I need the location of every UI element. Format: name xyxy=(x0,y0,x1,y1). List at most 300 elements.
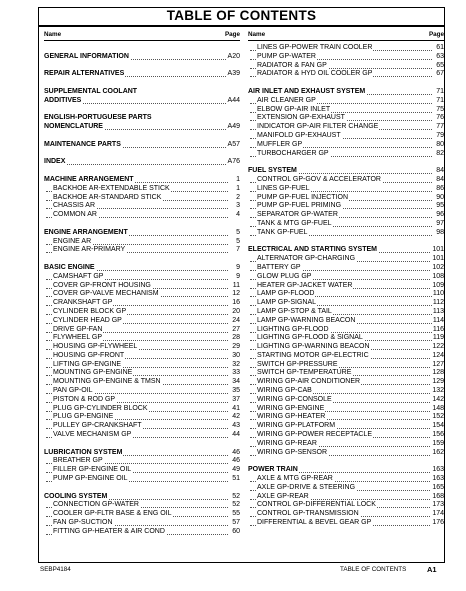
toc-entry[interactable] xyxy=(248,405,444,414)
toc-entry[interactable] xyxy=(44,422,240,431)
entry-title: ELBOW GP-AIR INLET xyxy=(257,105,331,113)
entry-page: 63 xyxy=(436,52,444,60)
toc-entry[interactable] xyxy=(248,194,444,203)
entry-page: 11 xyxy=(232,281,240,289)
entry-page: 4 xyxy=(236,211,240,219)
entry-page: 97 xyxy=(436,219,444,227)
toc-section-entry[interactable] xyxy=(44,123,240,132)
entry-title: FLYWHEEL GP xyxy=(53,334,103,342)
toc-section-entry[interactable] xyxy=(248,246,444,255)
toc-entry[interactable] xyxy=(44,299,240,308)
toc-entry[interactable] xyxy=(248,510,444,519)
entry-page: 7 xyxy=(236,246,240,254)
toc-entry[interactable] xyxy=(248,220,444,229)
spacer xyxy=(44,220,240,229)
entry-title: NOMENCLATURE xyxy=(44,123,103,131)
entry-title: FITTING GP-HEATER & AIR COND xyxy=(53,527,165,535)
toc-entry[interactable] xyxy=(248,352,444,361)
entry-page: 124 xyxy=(432,351,444,359)
toc-section-entry[interactable] xyxy=(44,141,240,150)
toc-entry[interactable] xyxy=(44,290,240,299)
entry-title: FUEL SYSTEM xyxy=(248,167,297,175)
entry-page: 112 xyxy=(432,299,444,307)
entry-title: ENGINE AR xyxy=(53,237,92,245)
title-bar xyxy=(39,8,444,24)
entry-page: 80 xyxy=(436,140,444,148)
entry-title: BREATHER GP xyxy=(53,457,103,465)
toc-entry[interactable] xyxy=(44,194,240,203)
entry-title: PISTON & ROD GP xyxy=(53,395,116,403)
entry-page: 173 xyxy=(432,501,444,509)
entry-page: 5 xyxy=(236,237,240,245)
entry-title: RADIATOR & HYD OIL COOLER GP xyxy=(257,70,373,78)
entry-title: MOUNTING GP-ENGINE xyxy=(53,369,133,377)
entry-title: GLOW PLUG GP xyxy=(257,272,312,280)
toc-entry[interactable] xyxy=(248,229,444,238)
entry-title: GENERAL INFORMATION xyxy=(44,52,129,60)
footer-label: TABLE OF CONTENTS xyxy=(340,566,407,573)
entry-page: 122 xyxy=(432,343,444,351)
toc-entry[interactable] xyxy=(248,106,444,115)
toc-entry[interactable] xyxy=(248,326,444,335)
toc-section-entry[interactable] xyxy=(44,114,240,123)
entry-title: SWITCH GP-TEMPERATURE xyxy=(257,369,352,377)
entry-title: INDICATOR GP-AIR FILTER CHANGE xyxy=(257,123,379,131)
toc-entry[interactable] xyxy=(44,308,240,317)
entry-page: 84 xyxy=(436,175,444,183)
toc-entry[interactable] xyxy=(248,369,444,378)
entry-page: 75 xyxy=(436,105,444,113)
toc-entry[interactable] xyxy=(248,53,444,62)
spacer xyxy=(248,158,444,167)
toc-entry[interactable] xyxy=(44,326,240,335)
entry-page: 116 xyxy=(432,325,444,333)
toc-entry[interactable] xyxy=(44,238,240,247)
entry-page: 165 xyxy=(432,483,444,491)
entry-page: 119 xyxy=(432,334,444,342)
entry-page: 152 xyxy=(432,413,444,421)
entry-page: 43 xyxy=(232,422,240,430)
entry-page: 79 xyxy=(436,131,444,139)
toc-entry[interactable] xyxy=(44,466,240,475)
entry-page: 46 xyxy=(232,448,240,456)
entry-title: PAN GP-OIL xyxy=(53,387,93,395)
toc-column-left xyxy=(44,31,240,537)
toc-entry[interactable] xyxy=(44,501,240,510)
toc-entry[interactable] xyxy=(248,387,444,396)
toc-entry[interactable] xyxy=(44,519,240,528)
entry-title: WIRING GP-CAB xyxy=(257,387,312,395)
entry-title: LUBRICATION SYSTEM xyxy=(44,448,123,456)
entry-title: SEPARATOR GP-WATER xyxy=(257,211,338,219)
toc-entry[interactable] xyxy=(44,475,240,484)
entry-page: A76 xyxy=(227,158,240,166)
entry-title: BACKHOE AR-EXTENDABLE STICK xyxy=(53,184,170,192)
toc-entry[interactable] xyxy=(44,510,240,519)
toc-entry[interactable] xyxy=(44,352,240,361)
entry-page: 76 xyxy=(436,114,444,122)
toc-entry[interactable] xyxy=(248,475,444,484)
entry-title: HEATER GP-JACKET WATER xyxy=(257,281,353,289)
entry-page: 30 xyxy=(232,351,240,359)
entry-title: BACKHOE AR-STANDARD STICK xyxy=(53,193,162,201)
entry-title: CONNECTION GP-WATER xyxy=(53,501,139,509)
entry-title: MAINTENANCE PARTS xyxy=(44,140,121,148)
toc-entry[interactable] xyxy=(248,123,444,132)
entry-title: CYLINDER BLOCK GP xyxy=(53,307,127,315)
toc-section-entry[interactable] xyxy=(248,88,444,97)
entry-page: 127 xyxy=(432,360,444,368)
entry-page: 86 xyxy=(436,184,444,192)
entry-title: ENGINE AR-PRIMARY xyxy=(53,246,126,254)
entry-title: AXLE & MTG GP-REAR xyxy=(257,475,333,483)
toc-section-entry[interactable] xyxy=(248,167,444,176)
entry-title: HOUSING GP-FLYWHEEL xyxy=(53,343,138,351)
entry-title: CONTROL GP-DIFFERENTIAL LOCK xyxy=(257,501,376,509)
toc-entry[interactable] xyxy=(44,246,240,255)
toc-entry[interactable] xyxy=(248,97,444,106)
entry-page: 1 xyxy=(236,184,240,192)
entry-title: EXTENSION GP-EXHAUST xyxy=(257,114,345,122)
toc-entry[interactable] xyxy=(44,273,240,282)
entry-page: 108 xyxy=(432,272,444,280)
toc-entry[interactable] xyxy=(44,334,240,343)
toc-entry[interactable] xyxy=(248,176,444,185)
toc-section-entry[interactable] xyxy=(44,264,240,273)
spacer xyxy=(248,457,444,466)
toc-entry[interactable] xyxy=(44,317,240,326)
entry-title: PUMP GP-FUEL PRIMING xyxy=(257,202,342,210)
toc-entry[interactable] xyxy=(248,422,444,431)
entry-title: STARTING MOTOR GP-ELECTRIC xyxy=(257,351,369,359)
entry-title: ADDITIVES xyxy=(44,96,82,104)
entry-title: WIRING GP-POWER RECEPTACLE xyxy=(257,431,372,439)
entry-title: COVER GP-VALVE MECHANISM xyxy=(53,290,159,298)
entry-page: 159 xyxy=(432,439,444,447)
toc-entry[interactable] xyxy=(248,132,444,141)
entry-page: 32 xyxy=(232,360,240,368)
entry-page: 156 xyxy=(432,431,444,439)
entry-title: DIFFERENTIAL & BEVEL GEAR GP xyxy=(257,519,372,527)
entry-page: 60 xyxy=(232,527,240,535)
entry-title: LAMP GP-WARNING BEACON xyxy=(257,316,356,324)
toc-section-entry[interactable] xyxy=(44,449,240,458)
entry-page: 20 xyxy=(232,307,240,315)
entry-page: 96 xyxy=(436,211,444,219)
entry-title: WIRING GP-SENSOR xyxy=(257,448,328,456)
toc-entry[interactable] xyxy=(44,413,240,422)
toc-entry[interactable] xyxy=(248,396,444,405)
entry-page: 29 xyxy=(232,343,240,351)
entry-title: FILLER GP-ENGINE OIL xyxy=(53,466,132,474)
entry-page: 114 xyxy=(432,316,444,324)
entry-page: 168 xyxy=(432,492,444,500)
header-divider xyxy=(44,40,240,41)
spacer xyxy=(248,79,444,88)
toc-entry[interactable] xyxy=(248,211,444,220)
entry-title: DRIVE GP-FAN xyxy=(53,325,103,333)
entry-title: ALTERNATOR GP-CHARGING xyxy=(257,255,356,263)
toc-section-entry[interactable] xyxy=(44,70,240,79)
entry-title: AXLE GP-DRIVE & STEERING xyxy=(257,483,356,491)
entry-title: WIRING GP-ENGINE xyxy=(257,404,325,412)
entry-title: CRANKSHAFT GP xyxy=(53,299,113,307)
toc-entry[interactable] xyxy=(248,282,444,291)
toc-entry[interactable] xyxy=(44,202,240,211)
toc-section-entry[interactable] xyxy=(44,176,240,185)
entry-page: 98 xyxy=(436,228,444,236)
entry-title: MANIFOLD GP-EXHAUST xyxy=(257,131,341,139)
entry-title: PULLEY GP-CRANKSHAFT xyxy=(53,422,142,430)
entry-page: 95 xyxy=(436,202,444,210)
entry-page: 33 xyxy=(232,369,240,377)
entry-title: TANK GP-FUEL xyxy=(257,228,308,236)
entry-title: CONTROL GP-TRANSMISSION xyxy=(257,510,359,518)
entry-page: 174 xyxy=(432,510,444,518)
header-divider xyxy=(248,40,444,41)
toc-entry[interactable] xyxy=(44,387,240,396)
name-header: Name xyxy=(248,31,266,38)
entry-title: CONTROL GP-GOV & ACCELERATOR xyxy=(257,175,381,183)
entry-page: 101 xyxy=(432,255,444,263)
toc-entry[interactable] xyxy=(44,528,240,537)
entry-page: 90 xyxy=(436,193,444,201)
toc-entry[interactable] xyxy=(248,449,444,458)
entry-title: AIR CLEANER GP xyxy=(257,96,316,104)
entry-page: 132 xyxy=(432,387,444,395)
entry-title: LAMP GP-SIGNAL xyxy=(257,299,317,307)
entry-title: LINES GP-FUEL xyxy=(257,184,310,192)
toc-entry[interactable] xyxy=(248,185,444,194)
entry-title: COMMON AR xyxy=(53,211,97,219)
page-header: Page xyxy=(224,31,240,38)
toc-entry[interactable] xyxy=(248,334,444,343)
spacer xyxy=(44,167,240,176)
entry-title: BATTERY GP xyxy=(257,263,301,271)
document-code: SEBP4184 xyxy=(40,566,71,573)
entry-title: PUMP GP-WATER xyxy=(257,52,316,60)
entry-title: LAMP GP-FLOOD xyxy=(257,290,315,298)
spacer xyxy=(44,255,240,264)
toc-section-entry[interactable] xyxy=(44,493,240,502)
toc-entry[interactable] xyxy=(248,62,444,71)
entry-page: 154 xyxy=(432,422,444,430)
toc-entry[interactable] xyxy=(248,361,444,370)
toc-entry[interactable] xyxy=(248,493,444,502)
entry-title: LINES GP-POWER TRAIN COOLER xyxy=(257,44,373,51)
toc-entry[interactable] xyxy=(248,519,444,528)
entry-title: COVER GP-FRONT HOUSING xyxy=(53,281,151,289)
toc-entry[interactable] xyxy=(248,484,444,493)
entry-title: AIR INLET AND EXHAUST SYSTEM xyxy=(248,87,366,95)
entry-page: 82 xyxy=(436,149,444,157)
toc-entry[interactable] xyxy=(44,343,240,352)
entry-page: 71 xyxy=(436,87,444,95)
entry-page: 9 xyxy=(236,272,240,280)
toc-entry[interactable] xyxy=(44,282,240,291)
spacer xyxy=(44,79,240,88)
entry-page: 41 xyxy=(232,404,240,412)
entry-title: ENGLISH-PORTUGUESE PARTS xyxy=(44,114,152,122)
toc-entry[interactable] xyxy=(248,150,444,159)
entry-page: 37 xyxy=(232,395,240,403)
entry-title: CYLINDER HEAD GP xyxy=(53,316,122,324)
entry-title: BASIC ENGINE xyxy=(44,263,95,271)
entry-page: 49 xyxy=(232,466,240,474)
toc-section-entry[interactable] xyxy=(44,88,240,97)
entry-title: HOUSING GP-FRONT xyxy=(53,351,125,359)
toc-entry[interactable] xyxy=(248,114,444,123)
entry-page: 28 xyxy=(232,334,240,342)
spacer xyxy=(44,440,240,449)
toc-entry[interactable] xyxy=(44,211,240,220)
entry-page: 5 xyxy=(236,228,240,236)
spacer xyxy=(248,238,444,247)
toc-list-left xyxy=(44,44,240,537)
entry-title: LIGHTING GP-FLOOD & SIGNAL xyxy=(257,334,363,342)
toc-entry[interactable] xyxy=(44,431,240,440)
toc-entry[interactable] xyxy=(44,185,240,194)
entry-title: VALVE MECHANISM GP xyxy=(53,431,132,439)
spacer xyxy=(44,44,240,53)
entry-page: 1 xyxy=(236,175,240,183)
entry-title: ENGINE ARRANGEMENT xyxy=(44,228,128,236)
toc-entry[interactable] xyxy=(248,273,444,282)
entry-page: 67 xyxy=(436,70,444,78)
toc-entry[interactable] xyxy=(248,308,444,317)
spacer xyxy=(44,150,240,159)
entry-page: 113 xyxy=(432,307,444,315)
toc-entry[interactable] xyxy=(248,431,444,440)
title-divider xyxy=(39,25,444,27)
toc-section-entry[interactable] xyxy=(248,466,444,475)
toc-entry[interactable] xyxy=(248,299,444,308)
entry-page: 148 xyxy=(432,404,444,412)
toc-entry[interactable] xyxy=(44,361,240,370)
toc-entry[interactable] xyxy=(248,141,444,150)
entry-page: 44 xyxy=(232,431,240,439)
toc-entry[interactable] xyxy=(248,440,444,449)
entry-page: 163 xyxy=(432,466,444,474)
entry-page: 128 xyxy=(432,369,444,377)
entry-page: 24 xyxy=(232,316,240,324)
entry-title: REPAIR ALTERNATIVES xyxy=(44,70,125,78)
toc-entry[interactable] xyxy=(44,405,240,414)
entry-page: 101 xyxy=(432,246,444,254)
entry-page: 65 xyxy=(436,61,444,69)
toc-entry[interactable] xyxy=(248,378,444,387)
entry-title: PLUG GP-ENGINE xyxy=(53,413,114,421)
page-title: TABLE OF CONTENTS xyxy=(166,8,317,23)
toc-entry[interactable] xyxy=(248,70,444,79)
toc-column-right xyxy=(248,31,444,528)
entry-page: 55 xyxy=(232,510,240,518)
dot-leader xyxy=(46,164,228,165)
entry-title: COOLER GP-FLTR BASE & ENG OIL xyxy=(53,510,172,518)
entry-title: CAMSHAFT GP xyxy=(53,272,104,280)
entry-title: LIGHTING GP-WARNING BEACON xyxy=(257,343,370,351)
entry-title: SWITCH GP-PRESSURE xyxy=(257,360,338,368)
entry-page: 9 xyxy=(236,263,240,271)
entry-title: SUPPLEMENTAL COOLANT xyxy=(44,87,138,95)
toc-entry[interactable] xyxy=(44,457,240,466)
spacer xyxy=(44,106,240,115)
toc-entry[interactable] xyxy=(44,396,240,405)
column-header xyxy=(248,31,444,44)
entry-page: 176 xyxy=(432,519,444,527)
toc-entry[interactable] xyxy=(248,202,444,211)
entry-page: 3 xyxy=(236,202,240,210)
toc-entry[interactable] xyxy=(248,44,444,53)
entry-title: WIRING GP-PLATFORM xyxy=(257,422,336,430)
entry-title: MACHINE ARRANGEMENT xyxy=(44,175,134,183)
entry-title: LAMP GP-STOP & TAIL xyxy=(257,307,332,315)
toc-entry[interactable] xyxy=(248,255,444,264)
toc-entry[interactable] xyxy=(248,317,444,326)
entry-page: 52 xyxy=(232,492,240,500)
toc-section-entry[interactable] xyxy=(44,53,240,62)
entry-page: 142 xyxy=(432,395,444,403)
entry-title: COOLING SYSTEM xyxy=(44,492,108,500)
entry-title: MUFFLER GP xyxy=(257,140,303,148)
page-header: Page xyxy=(428,31,444,38)
entry-title: WIRING GP-REAR xyxy=(257,439,317,447)
entry-title: WIRING GP-HEATER xyxy=(257,413,326,421)
entry-page: 16 xyxy=(232,299,240,307)
toc-section-entry[interactable] xyxy=(44,97,240,106)
entry-title: FAN GP-SUCTION xyxy=(53,519,113,527)
entry-page: A39 xyxy=(227,70,240,78)
entry-page: 42 xyxy=(232,413,240,421)
toc-entry[interactable] xyxy=(248,413,444,422)
entry-title: RADIATOR & FAN GP xyxy=(257,61,327,69)
toc-entry[interactable] xyxy=(248,501,444,510)
entry-page: A57 xyxy=(227,140,240,148)
toc-entry[interactable] xyxy=(44,369,240,378)
entry-title: AXLE GP-REAR xyxy=(257,492,309,500)
entry-page: 84 xyxy=(436,167,444,175)
entry-page: 51 xyxy=(232,475,240,483)
toc-entry[interactable] xyxy=(248,290,444,299)
entry-page: 61 xyxy=(436,44,444,51)
entry-title: PUMP GP-ENGINE OIL xyxy=(53,475,128,483)
entry-page: 110 xyxy=(432,290,444,298)
entry-page: 71 xyxy=(436,96,444,104)
entry-title: INDEX xyxy=(44,158,66,166)
entry-title: LIGHTING GP-FLOOD xyxy=(257,325,329,333)
entry-page: A20 xyxy=(227,52,240,60)
toc-entry[interactable] xyxy=(44,378,240,387)
entry-page: 163 xyxy=(432,475,444,483)
page-number: A1 xyxy=(427,565,437,574)
entry-title: ELECTRICAL AND STARTING SYSTEM xyxy=(248,246,377,254)
toc-entry[interactable] xyxy=(248,264,444,273)
entry-page: 27 xyxy=(232,325,240,333)
entry-title: PUMP GP-FUEL INJECTION xyxy=(257,193,349,201)
toc-entry[interactable] xyxy=(248,343,444,352)
column-header xyxy=(44,31,240,44)
entry-page: 162 xyxy=(432,448,444,456)
entry-title: POWER TRAIN xyxy=(248,466,298,474)
entry-page: 57 xyxy=(232,519,240,527)
toc-section-entry[interactable] xyxy=(44,229,240,238)
entry-title: PLUG GP-CYLINDER BLOCK xyxy=(53,404,148,412)
entry-page: 2 xyxy=(236,193,240,201)
spacer xyxy=(44,62,240,71)
entry-page: 34 xyxy=(232,378,240,386)
entry-page: 46 xyxy=(232,457,240,465)
toc-section-entry[interactable] xyxy=(44,158,240,167)
